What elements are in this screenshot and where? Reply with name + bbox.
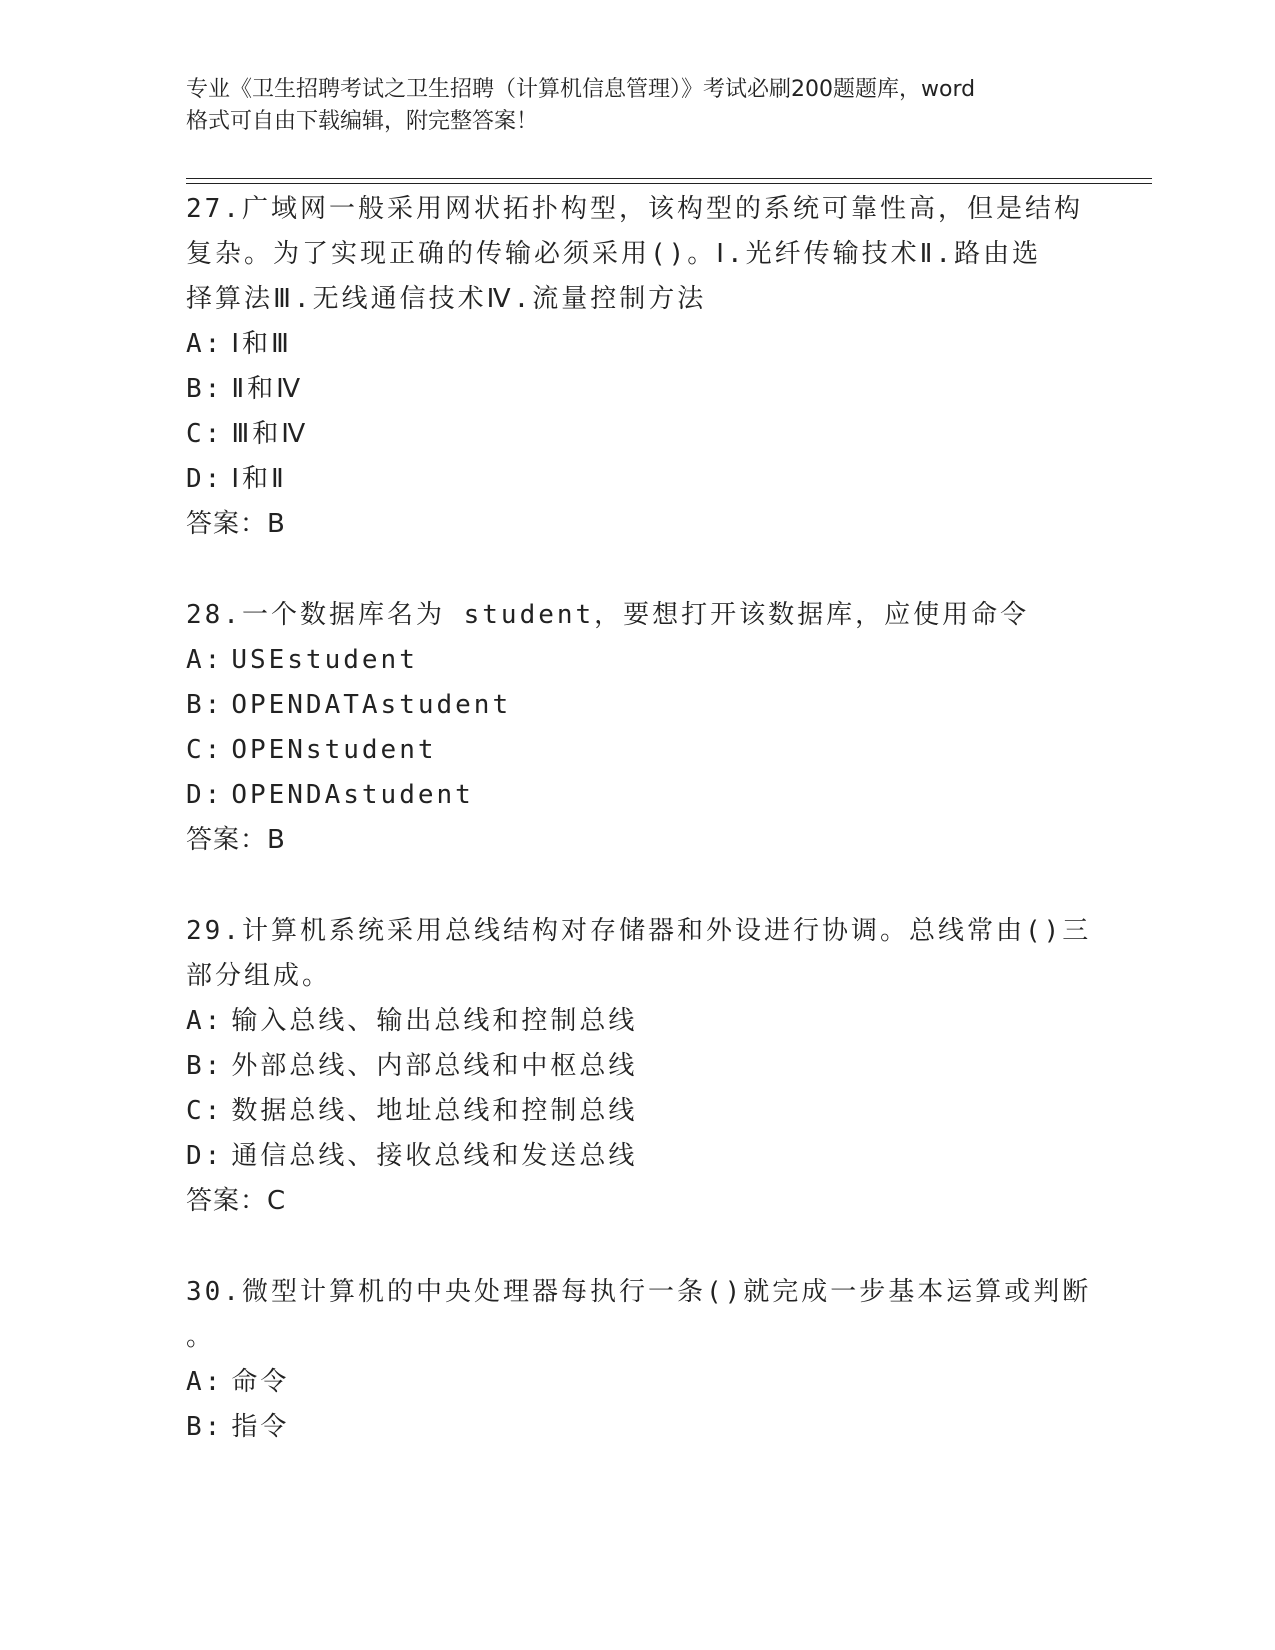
option-text: OPENstudent [231,735,437,765]
option-b [186,683,1086,728]
option-text: Ⅰ和Ⅱ [231,464,287,494]
option-text: OPENDAstudent [231,780,474,810]
option-d [186,457,1086,502]
option-key: D: [186,780,224,810]
option-b [186,367,1086,412]
stem-line: 29.计算机系统采用总线结构对存储器和外设进行协调。总线常由()三 [186,916,1092,946]
option-text: OPENDATAstudent [231,690,512,720]
option-text: Ⅰ和Ⅲ [231,329,292,359]
document-header [186,74,1086,138]
option-key: B: [186,1412,224,1442]
option-key: A: [186,1367,224,1397]
stem-line: 30.微型计算机的中央处理器每执行一条()就完成一步基本运算或判断 [186,1277,1092,1307]
header-divider-top [186,178,1152,179]
option-text: 外部总线、内部总线和中枢总线 [231,1051,638,1081]
option-a [186,1360,1086,1405]
option-d [186,773,1086,818]
stem-line: 部分组成。 [186,961,332,991]
stem-line: 复杂。为了实现正确的传输必须采用()。Ⅰ.光纤传输技术Ⅱ.路由选 [186,239,1042,269]
question-list [186,187,1092,1496]
header-divider-bottom [186,183,1152,184]
question-30 [186,1270,1092,1450]
option-key: D: [186,1141,224,1171]
option-a [186,322,1086,367]
stem-line: 。 [186,1322,216,1352]
question-27 [186,187,1086,547]
question-28 [186,593,1086,863]
option-key: B: [186,690,224,720]
option-text: USEstudent [231,645,418,675]
option-text: 指令 [231,1412,290,1442]
question-stem [186,909,1092,999]
answer-line: 答案：C [186,1186,287,1216]
header-line-2: 格式可自由下载编辑，附完整答案！ [186,109,539,134]
option-b [186,1405,1086,1450]
option-key: B: [186,374,224,404]
option-key: A: [186,329,224,359]
option-a [186,638,1086,683]
question-stem [186,593,1086,638]
answer-line: 答案：B [186,825,286,855]
option-c [186,412,1086,457]
question-stem [186,1270,1092,1360]
option-a [186,999,1086,1044]
option-key: B: [186,1051,224,1081]
stem-line: 28.一个数据库名为 student，要想打开该数据库，应使用命令 [186,600,1030,630]
option-key: C: [186,735,224,765]
question-29 [186,909,1092,1224]
option-key: A: [186,645,224,675]
option-text: Ⅲ和Ⅳ [231,419,309,449]
option-key: C: [186,419,224,449]
option-b [186,1044,1086,1089]
option-key: C: [186,1096,224,1126]
option-text: 通信总线、接收总线和发送总线 [231,1141,638,1171]
stem-line: 27.广域网一般采用网状拓扑构型，该构型的系统可靠性高，但是结构 [186,194,1083,224]
header-line-1: 专业《卫生招聘考试之卫生招聘（计算机信息管理）》考试必刷200题题库，word [186,77,976,102]
option-key: A: [186,1006,224,1036]
question-stem [186,187,1086,322]
option-text: 命令 [231,1367,290,1397]
option-text: 输入总线、输出总线和控制总线 [231,1006,638,1036]
option-c [186,728,1086,773]
option-c [186,1089,1086,1134]
option-key: D: [186,464,224,494]
option-d [186,1134,1086,1179]
option-text: Ⅱ和Ⅳ [231,374,304,404]
stem-line: 择算法Ⅲ.无线通信技术Ⅳ.流量控制方法 [186,284,707,314]
option-text: 数据总线、地址总线和控制总线 [231,1096,638,1126]
answer-line: 答案：B [186,509,286,539]
